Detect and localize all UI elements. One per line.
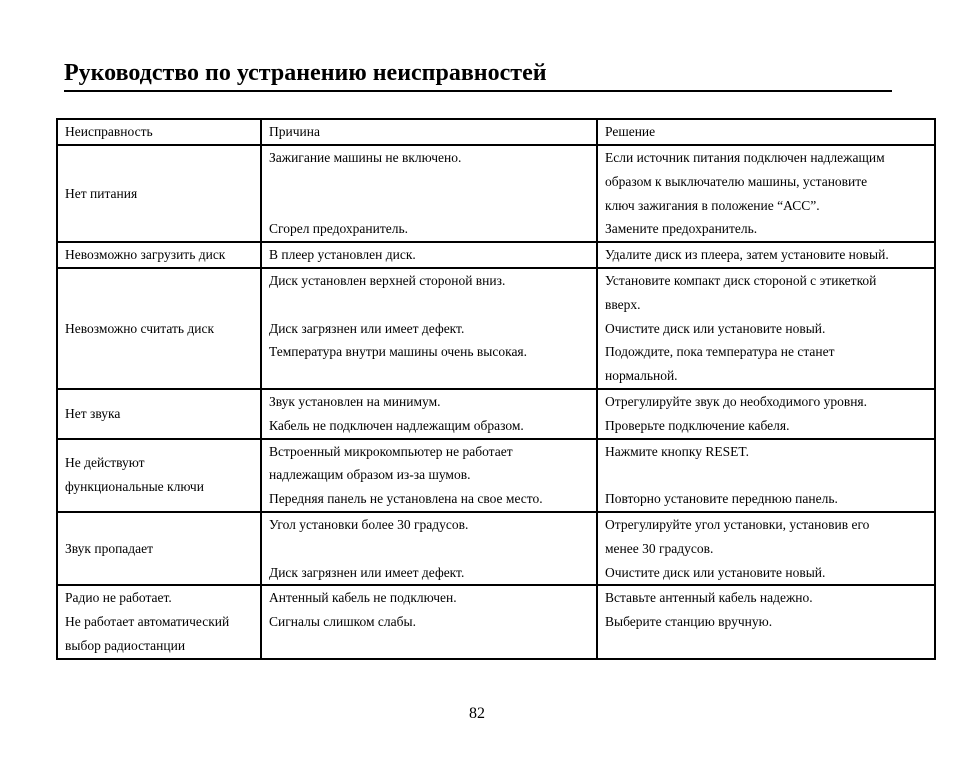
solution-line: Выберите станцию вручную.: [605, 614, 773, 630]
table-row: [57, 268, 935, 389]
cause-line: Зажигание машины не включено.: [269, 150, 462, 165]
cause-line: надлежащим образом из-за шумов.: [269, 467, 471, 483]
cause-line: Диск загрязнен или имеет дефект.: [269, 320, 465, 336]
problem-cell: [57, 242, 261, 268]
cause-line: Сигналы слишком слабы.: [269, 614, 416, 630]
solution-line: ключ зажигания в положение “АСС”.: [605, 197, 820, 213]
page-number: 82: [469, 705, 485, 722]
solution-line: Нажмите кнопку RESET.: [605, 443, 749, 459]
solution-line: Отрегулируйте угол установки, установив его: [605, 516, 870, 532]
solution-line: Проверьте подключение кабеля.: [605, 417, 790, 433]
problem-cell: [57, 268, 261, 389]
problem-line: Радио не работает.: [65, 590, 172, 606]
solution-line: менее 30 градусов.: [605, 540, 714, 556]
table-row: [57, 242, 935, 268]
table-row: [57, 145, 935, 242]
header-solution: Решение: [597, 119, 935, 145]
cause-line: Передняя панель не установлена на свое место.: [269, 491, 543, 507]
cause-line: Звук установлен на минимум.: [269, 393, 441, 409]
problem-line: Невозможно считать диск: [65, 320, 215, 336]
problem-line: Нет питания: [65, 185, 138, 201]
cause-line: Сгорел предохранитель.: [269, 221, 408, 237]
problem-cell: [57, 585, 261, 658]
page-title: Руководство по устранению неисправностей: [64, 60, 547, 86]
problem-cell: [57, 389, 261, 439]
problem-line: Невозможно загрузить диск: [65, 247, 226, 263]
cause-cell: [261, 439, 597, 512]
solution-line: Подождите, пока температура не станет: [605, 344, 835, 360]
troubleshooting-table: [56, 118, 936, 660]
solution-line: Вставьте антенный кабель надежно.: [605, 590, 813, 606]
problem-cell: [57, 439, 261, 512]
problem-cell: [57, 145, 261, 242]
cause-line: В плеер установлен диск.: [269, 247, 416, 263]
problem-line: Нет звука: [65, 405, 121, 421]
cause-line: Диск установлен верхней стороной вниз.: [269, 272, 506, 288]
cause-cell: [261, 268, 597, 389]
problem-line: Звук пропадает: [65, 540, 154, 556]
title-underline: [64, 90, 892, 92]
solution-cell: [597, 439, 935, 512]
solution-cell: [597, 512, 935, 585]
solution-line: Замените предохранитель.: [605, 221, 758, 237]
solution-line: вверх.: [605, 296, 641, 312]
solution-line: Удалите диск из плеера, затем установите новый.: [605, 247, 889, 263]
cause-line: Температура внутри машины очень высокая.: [269, 344, 528, 360]
cause-line: Встроенный микрокомпьютер не работает: [269, 443, 513, 459]
solution-cell: [597, 389, 935, 439]
problem-cell: [57, 512, 261, 585]
problem-line: Не действуют: [65, 455, 145, 471]
table-row: [57, 439, 935, 512]
solution-line: образом к выключателю машины, установите: [605, 173, 868, 189]
solution-line: Установите компакт диск стороной с этикеткой: [605, 272, 877, 288]
solution-line: Если источник питания подключен надлежащим: [605, 150, 885, 165]
problem-line: выбор радиостанции: [65, 637, 186, 653]
solution-line: Отрегулируйте звук до необходимого уровня.: [605, 393, 868, 409]
cause-cell: [261, 389, 597, 439]
cause-line: Угол установки более 30 градусов.: [269, 516, 469, 532]
table-header-row: [57, 119, 935, 145]
cause-cell: [261, 512, 597, 585]
cause-line: Кабель не подключен надлежащим образом.: [269, 417, 524, 433]
table-row: [57, 585, 935, 658]
solution-line: Повторно установите переднюю панель.: [605, 491, 838, 507]
solution-cell: [597, 585, 935, 658]
solution-line: нормальной.: [605, 368, 678, 384]
solution-cell: [597, 145, 935, 242]
problem-line: функциональные ключи: [65, 479, 204, 495]
cause-line: Диск загрязнен или имеет дефект.: [269, 564, 465, 580]
solution-line: Очистите диск или установите новый.: [605, 564, 826, 580]
header-problem: Неисправность: [57, 119, 261, 145]
table-row: [57, 512, 935, 585]
cause-cell: [261, 145, 597, 242]
table-row: [57, 389, 935, 439]
solution-cell: [597, 268, 935, 389]
solution-line: Очистите диск или установите новый.: [605, 320, 826, 336]
header-cause: Причина: [261, 119, 597, 145]
solution-cell: [597, 242, 935, 268]
cause-cell: [261, 242, 597, 268]
cause-line: Антенный кабель не подключен.: [269, 590, 457, 606]
problem-line: Не работает автоматический: [65, 614, 230, 630]
cause-cell: [261, 585, 597, 658]
